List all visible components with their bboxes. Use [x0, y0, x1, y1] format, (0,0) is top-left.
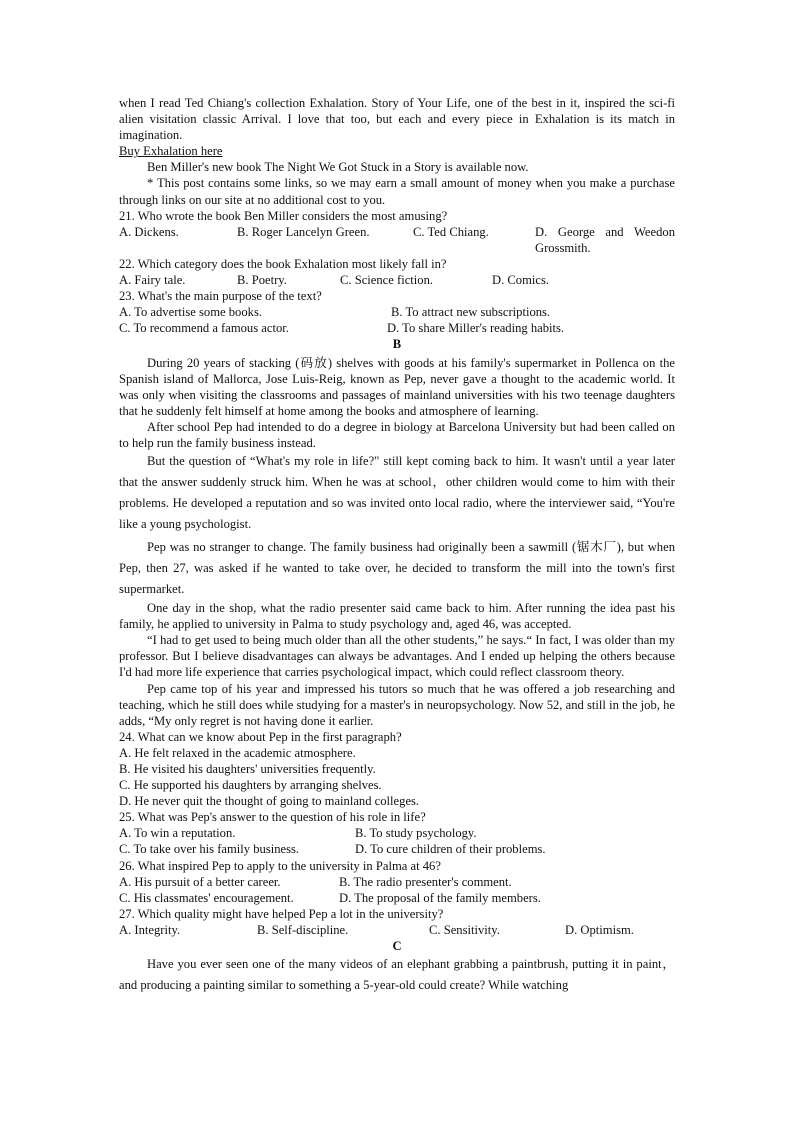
question-27-options — [119, 922, 675, 938]
option: B. To study psychology. — [355, 826, 477, 841]
option: C. Ted Chiang. — [413, 224, 489, 239]
option: D. To share Miller's reading habits. — [387, 321, 565, 336]
question-23-options-row2 — [119, 320, 675, 336]
option: B. The radio presenter's comment. — [339, 874, 512, 889]
section-a-disclaimer: * This post contains some links, so we may earn a small amount of money when you make a purchase through links on our site at no additional cost to you. — [119, 176, 675, 207]
option: C. To take over his family business. — [119, 842, 300, 857]
option: D. The proposal of the family members. — [339, 890, 541, 905]
document-page — [119, 95, 675, 996]
option: A. He felt relaxed in the academic atmosphere. — [119, 745, 356, 760]
option: D. Optimism. — [565, 922, 634, 937]
question-25-stem: 25. What was Pep's answer to the question of his role in life? — [119, 810, 426, 825]
option: A. To win a reputation. — [119, 826, 236, 841]
section-b-paragraph-4: Pep was no stranger to change. The family business had originally been a sawmill (锯木厂), but when Pep, then 27, was asked if he wanted to take over, he decided to transform the mill into the town's first supermarket. — [119, 540, 675, 597]
option: C. He supported his daughters by arranging shelves. — [119, 778, 382, 793]
option: A. Dickens. — [119, 224, 179, 239]
section-c-paragraph-1: Have you ever seen one of the many videos of an elephant grabbing a paintbrush, putting it in paint， and producing a painting similar to something a 5-year-old could create? While watching — [119, 957, 675, 993]
option: C. To recommend a famous actor. — [119, 321, 289, 336]
buy-exhalation-link[interactable]: Buy Exhalation here — [119, 144, 223, 159]
section-b-paragraph-6: “I had to get used to being much older than all the other students,” he says.“ In fact, I was older than my professor. But I believe disadvantages can always be advantages. And I ended up helping the others because I'd had more life experience that carries psychological impact, which could reflect classroom theory. — [119, 633, 675, 680]
section-a-intro: when I read Ted Chiang's collection Exhalation. Story of Your Life, one of the best in it, inspired the sci-fi alien visitation classic Arrival. I love that too, but each and every piece in Exhalation is its match in imagination. — [119, 96, 675, 143]
question-24-stem: 24. What can we know about Pep in the first paragraph? — [119, 729, 402, 744]
option: C. Science fiction. — [340, 273, 434, 288]
option: B. Self-discipline. — [257, 922, 349, 937]
option: C. His classmates' encouragement. — [119, 890, 294, 905]
section-b-paragraph-5: One day in the shop, what the radio presenter said came back to him. After running the idea past his family, he applied to university in Palma to study psychology and, aged 46, was accepted. — [119, 601, 675, 632]
option: A. Fairy tale. — [119, 273, 186, 288]
question-22-options — [119, 272, 675, 288]
question-25-options-row2 — [119, 841, 675, 857]
question-22-stem: 22. Which category does the book Exhalation most likely fall in? — [119, 256, 447, 271]
section-a-notice: Ben Miller's new book The Night We Got Stuck in a Story is available now. — [147, 160, 529, 175]
option: A. To advertise some books. — [119, 305, 262, 320]
question-25-options — [119, 825, 675, 841]
option: D. George and Weedon Grossmith. — [535, 224, 675, 255]
option: C. Sensitivity. — [429, 922, 500, 937]
question-21-options — [119, 224, 675, 256]
option: B. Poetry. — [237, 273, 287, 288]
question-26-options-row2 — [119, 890, 675, 906]
question-27-stem: 27. Which quality might have helped Pep a lot in the university? — [119, 906, 444, 921]
question-21-stem: 21. Who wrote the book Ben Miller considers the most amusing? — [119, 208, 448, 223]
option: D. Comics. — [492, 273, 550, 288]
section-c-heading: C — [392, 939, 402, 954]
section-b-heading: B — [392, 337, 402, 352]
option: B. Roger Lancelyn Green. — [237, 224, 370, 239]
section-b-paragraph-3: But the question of “What's my role in life?" still kept coming back to him. It wasn't until a year later that the answer suddenly struck him. When he was at school，other children would come to him with their problems. He developed a reputation and so was invited onto local radio, where the interviewer said, “You're like a young psychologist. — [119, 454, 675, 532]
option: A. Integrity. — [119, 922, 181, 937]
question-23-stem: 23. What's the main purpose of the text? — [119, 289, 322, 304]
option: A. His pursuit of a better career. — [119, 874, 281, 889]
section-b-paragraph-7: Pep came top of his year and impressed his tutors so much that he was offered a job researching and teaching, which he still does while studying for a master's in neuropsychology. Now 52, and still in the job, he adds, “My only regret is not having done it earlier. — [119, 681, 675, 728]
option: B. To attract new subscriptions. — [391, 305, 551, 320]
option: D. To cure children of their problems. — [355, 842, 546, 857]
question-26-options — [119, 874, 675, 890]
question-23-options — [119, 304, 675, 320]
question-26-stem: 26. What inspired Pep to apply to the university in Palma at 46? — [119, 858, 441, 873]
option: D. He never quit the thought of going to mainland colleges. — [119, 794, 420, 809]
section-b-paragraph-2: After school Pep had intended to do a degree in biology at Barcelona University but had been called on to help run the family business instead. — [119, 419, 675, 450]
section-b-paragraph-1: During 20 years of stacking (码放) shelves with goods at his family's supermarket in Pollenca on the Spanish island of Mallorca, Jose Luis-Reig, known as Pep, never gave a thought to the academic world. It was only when visiting the classrooms and passages of mainland universities with his two teenage daughters that he suddenly felt himself at home among the books and atmosphere of learning. — [119, 355, 675, 418]
option: B. He visited his daughters' universities frequently. — [119, 762, 376, 776]
